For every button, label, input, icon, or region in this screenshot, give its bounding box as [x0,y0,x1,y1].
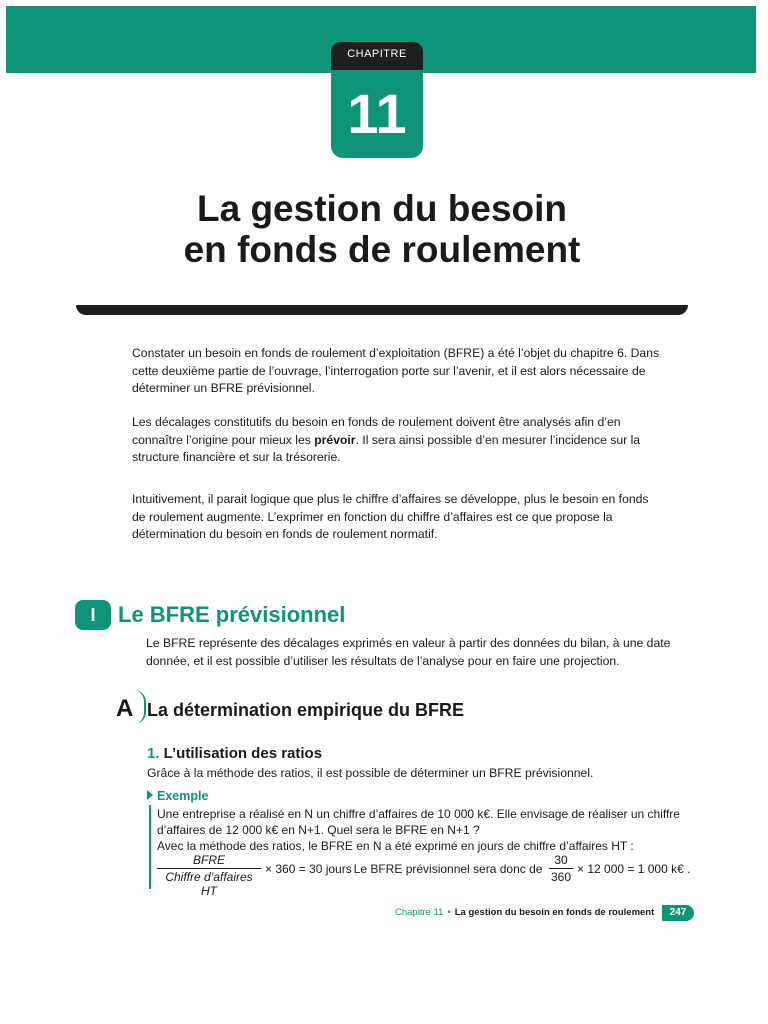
p2-text-a: Les décalages constitutifs du besoin en fonds de roulement doivent être analysés afin d’en connaître l’origine pour mieux les [132,415,621,447]
fraction-numerator: BFRE [157,853,261,869]
intro-paragraph-2 [132,414,662,467]
example-line-2: Avec la méthode des ratios, le BFRE en N a été exprimé en jours de chiffre d’affaires HT : [157,839,634,853]
bullet-icon: • [447,907,451,918]
arrow-right-icon [147,790,153,800]
formula [157,853,717,898]
chapter-label: CHAPITRE [331,42,423,74]
example-bar [149,805,151,889]
fraction-denominator: 360 [550,870,572,884]
subsection-letter: A [116,695,134,722]
heading-ratios [147,744,322,764]
page-number: 247 [662,905,694,921]
fraction-ratio [549,853,573,884]
example-line-1: Une entreprise a réalisé en N un chiffre d’affaires de 10 000 k€. Elle envisage de réaliser un chiffre d’affaires de 12 000 k€ en N+1. Quel sera le BFRE en N+1 ? [157,807,680,837]
fraction-denominator: Chiffre d’affaires HT [165,870,253,898]
section-title: Le BFRE prévisionnel [118,602,346,627]
ratios-intro: Grâce à la méthode des ratios, il est possible de déterminer un BFRE prévisionnel. [147,766,594,780]
example-label-text: Exemple [157,789,209,803]
subsection-title: La détermination empirique du BFRE [147,700,465,720]
title-divider [76,305,688,315]
intro-paragraph-3: Intuitivement, il parait logique que plus le chiffre d’affaires se développe, plus le besoin en fonds de roulement augmente. L’exprimer en fonction du chiffre d’affaires est ce que propose la détermination du besoin en fonds de roulement normatif. [132,492,649,541]
fraction-bfre [157,853,261,898]
formula-final: × 12 000 = 1 000 k€ . [577,862,691,876]
heading-number: 1. [147,745,160,762]
subsection-bracket [134,690,146,724]
formula-text: . Le BFRE prévisionnel sera donc de [347,862,543,876]
intro-paragraph-1: Constater un besoin en fonds de roulement d’exploitation (BFRE) a été l’objet du chapitre 6. Dans cette deuxième partie de l’ouvrage, l’interrogation porte sur l’avenir, et il est alors nécessaire de déterminer un BFRE prévisionnel. [132,346,660,395]
footer-title: La gestion du besoin en fonds de roulement [454,907,655,918]
footer-chapter: Chapitre 11 [395,907,444,918]
fraction-numerator: 30 [549,853,573,869]
example-label [147,788,208,804]
p2-text-b: . Il sera ainsi possible d’en mesurer l’incidence sur la structure financière et sur la trésorerie. [132,432,641,464]
section-badge: I [75,600,111,630]
title-line-2: en fonds de roulement [183,229,581,270]
example-text [157,806,697,854]
formula-result: × 360 = 30 jours [265,862,352,876]
page-footer [395,906,654,920]
p2-bold: prévoir [314,432,356,447]
chapter-number: 11 [331,70,423,158]
section-intro: Le BFRE représente des décalages exprimés en valeur à partir des données du bilan, à une date donnée, et il est possible d’utiliser les résultats de l’analyse pour en faire une projection. [146,636,671,668]
chapter-title [80,188,684,270]
heading-text: L’utilisation des ratios [159,745,323,762]
title-line-1: La gestion du besoin [196,188,568,229]
